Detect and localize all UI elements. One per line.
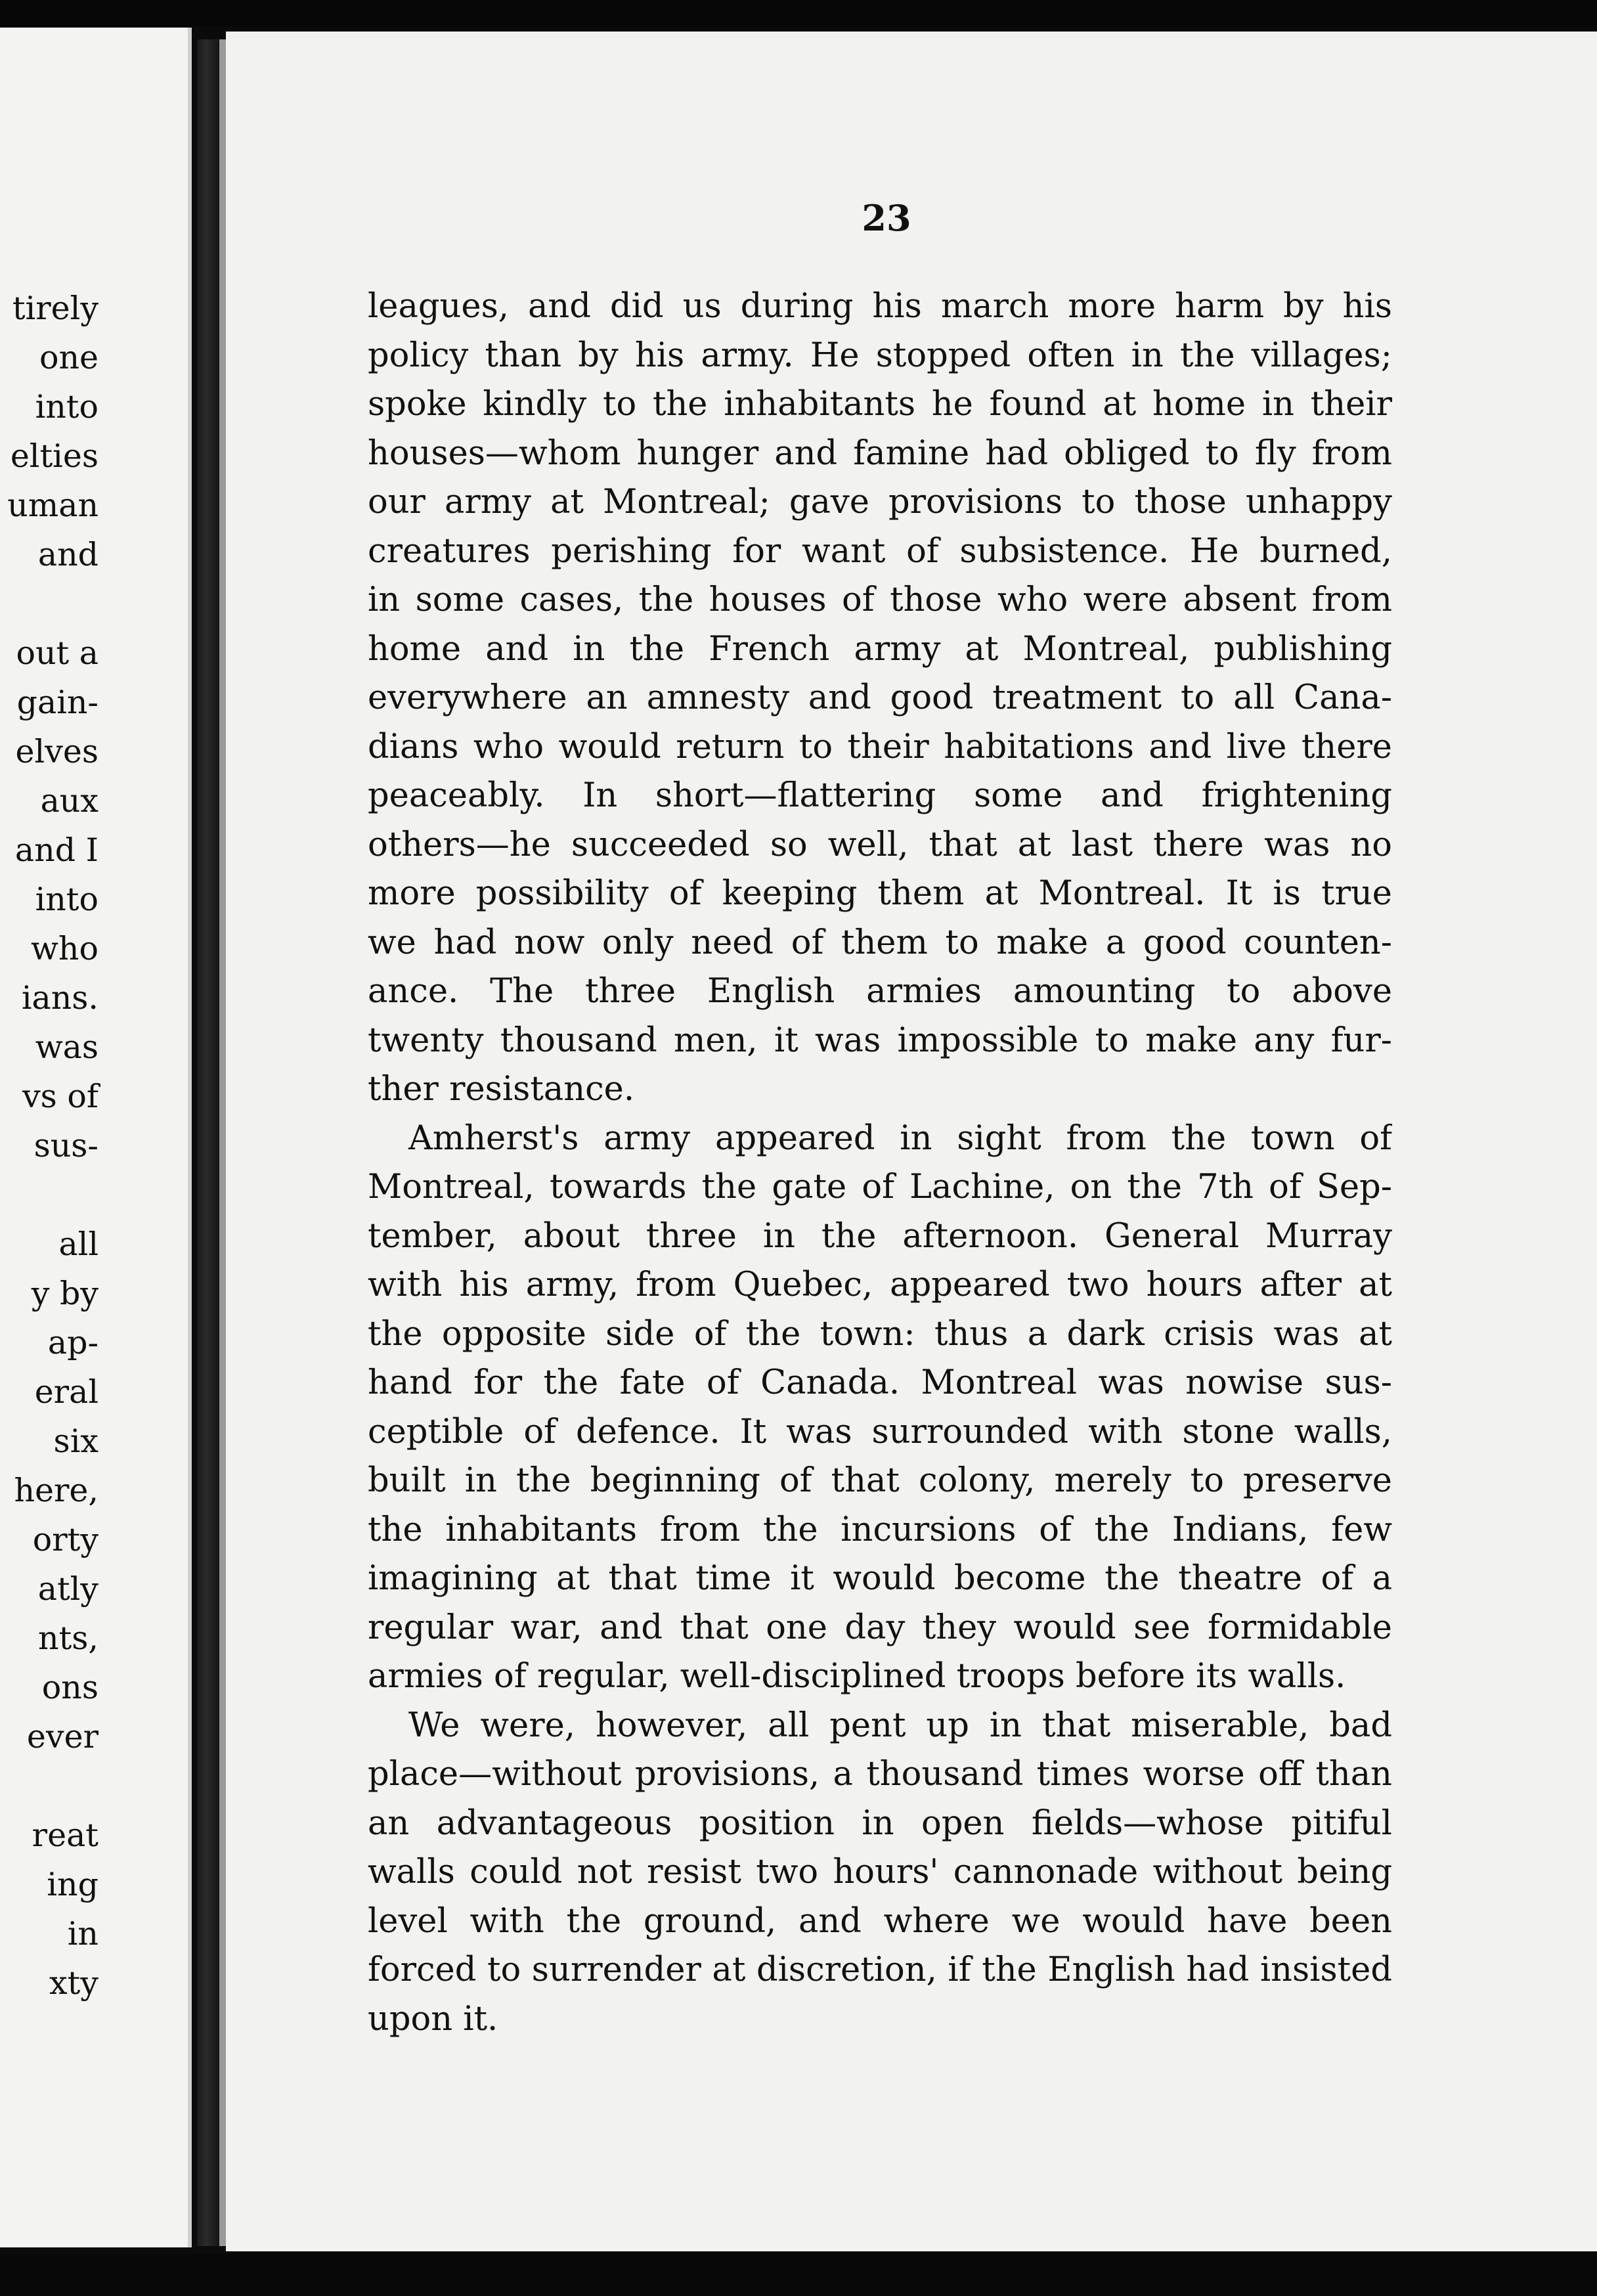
text-line: others—he succeeded so well, that at last there was no: [368, 825, 1392, 864]
left-fragment-line: xty: [49, 1964, 98, 2002]
left-fragment-line: orty: [32, 1521, 98, 1558]
left-page-edge: [0, 28, 192, 2247]
left-fragment-line: tirely: [12, 290, 98, 327]
text-line: tember, about three in the afternoon. General Murray: [368, 1216, 1392, 1256]
left-fragment-line: elves: [15, 733, 98, 770]
text-line: Montreal, towards the gate of Lachine, on the 7th of Sep-: [368, 1168, 1392, 1206]
left-fragment-line: aux: [40, 782, 98, 820]
left-fragment-line: out a: [16, 634, 98, 672]
text-line: level with the ground, and where we would have been: [368, 1901, 1392, 1941]
text-line: creatures perishing for want of subsistence. He burned,: [368, 531, 1392, 571]
scan-top-border: [0, 0, 1597, 26]
page-gutter-edge: [219, 39, 226, 2246]
text-line: home and in the French army at Montreal, publishing: [368, 629, 1392, 669]
text-line: ther resistance.: [368, 1070, 635, 1109]
text-line: walls could not resist two hours' cannonade without being: [368, 1853, 1392, 1891]
left-fragment-line: gain-: [16, 684, 98, 721]
left-fragment-line: ap-: [47, 1324, 98, 1361]
text-line: we had now only need of them to make a good counten-: [368, 923, 1392, 962]
left-fragment-line: vs of: [22, 1078, 98, 1115]
text-line: spoke kindly to the inhabitants he found at home in their: [368, 385, 1392, 424]
page-number: 23: [862, 197, 911, 239]
left-fragment-line: and: [37, 536, 98, 573]
text-line: ceptible of defence. It was surrounded with stone walls,: [368, 1412, 1392, 1451]
left-fragment-line: [0, 579, 98, 629]
left-fragment-line: ians.: [21, 979, 98, 1017]
left-fragment-line: eral: [34, 1373, 98, 1411]
text-line: built in the beginning of that colony, merely to preserve: [368, 1461, 1392, 1500]
text-line: upon it.: [368, 1999, 498, 2039]
left-fragment-line: y by: [31, 1275, 98, 1312]
left-fragment-line: atly: [37, 1570, 98, 1608]
text-line: the inhabitants from the incursions of the Indians, few: [368, 1510, 1392, 1549]
left-fragment-line: all: [58, 1225, 98, 1263]
text-line: an advantageous position in open fields—whose pitiful: [368, 1803, 1392, 1843]
left-fragment-line: in: [67, 1915, 98, 1953]
text-line: in some cases, the houses of those who were absent from: [368, 581, 1392, 619]
text-line: hand for the fate of Canada. Montreal was nowise sus-: [368, 1363, 1392, 1402]
text-line: twenty thousand men, it was impossible to make any fur-: [368, 1021, 1392, 1060]
text-line: with his army, from Quebec, appeared two hours after at: [368, 1266, 1392, 1304]
text-line: the opposite side of the town: thus a dark crisis was at: [368, 1314, 1392, 1354]
left-fragment-line: nts,: [38, 1620, 98, 1657]
left-fragment-line: [0, 1761, 98, 1811]
left-fragment-line: elties: [10, 437, 98, 475]
left-fragment-line: into: [35, 388, 98, 426]
paragraph-first-line: We were, however, all pent up in that miserable, bad: [408, 1706, 1392, 1745]
page-body-text: [368, 282, 1392, 2044]
text-line: houses—whom hunger and famine had obliged to fly from: [368, 433, 1392, 473]
paragraph-first-line: Amherst's army appeared in sight from the town of: [408, 1118, 1392, 1158]
left-fragment-line: uman: [7, 487, 98, 524]
text-line: dians who would return to their habitations and live there: [368, 727, 1392, 766]
text-line: everywhere an amnesty and good treatment to all Cana-: [368, 678, 1392, 717]
scan-bottom-border: [0, 2254, 1597, 2296]
left-fragment-line: who: [30, 930, 98, 967]
left-fragment-line: here,: [14, 1472, 98, 1509]
text-line: ance. The three English armies amounting to above: [368, 972, 1392, 1011]
left-page-text-fragments: [0, 284, 98, 2008]
left-fragment-line: [0, 1170, 98, 1220]
left-fragment-line: into: [35, 881, 98, 918]
book-spine-shadow: [197, 39, 219, 2246]
text-line: regular war, and that one day they would see formidable: [368, 1608, 1392, 1647]
text-line: place—without provisions, a thousand times worse off than: [368, 1755, 1392, 1794]
left-fragment-line: ons: [41, 1669, 98, 1706]
text-line: imagining at that time it would become the theatre of a: [368, 1559, 1392, 1598]
left-fragment-line: was: [35, 1028, 98, 1066]
left-fragment-line: ing: [47, 1866, 98, 1903]
left-fragment-line: six: [53, 1423, 98, 1460]
text-line: our army at Montreal; gave provisions to those unhappy: [368, 483, 1392, 521]
left-fragment-line: reat: [32, 1817, 98, 1854]
left-fragment-line: ever: [26, 1718, 98, 1755]
text-line: more possibility of keeping them at Montreal. It is true: [368, 874, 1392, 913]
text-line: armies of regular, well-disciplined troops before its walls.: [368, 1657, 1346, 1696]
left-fragment-line: and I: [14, 831, 98, 869]
left-fragment-line: one: [39, 339, 98, 376]
text-line: peaceably. In short—flattering some and frightening: [368, 776, 1392, 815]
text-line: forced to surrender at discretion, if the English had insisted: [368, 1951, 1392, 1989]
text-line: policy than by his army. He stopped often in the villages;: [368, 336, 1392, 375]
text-line: leagues, and did us during his march more harm by his: [368, 287, 1392, 326]
left-fragment-line: sus-: [33, 1127, 98, 1164]
